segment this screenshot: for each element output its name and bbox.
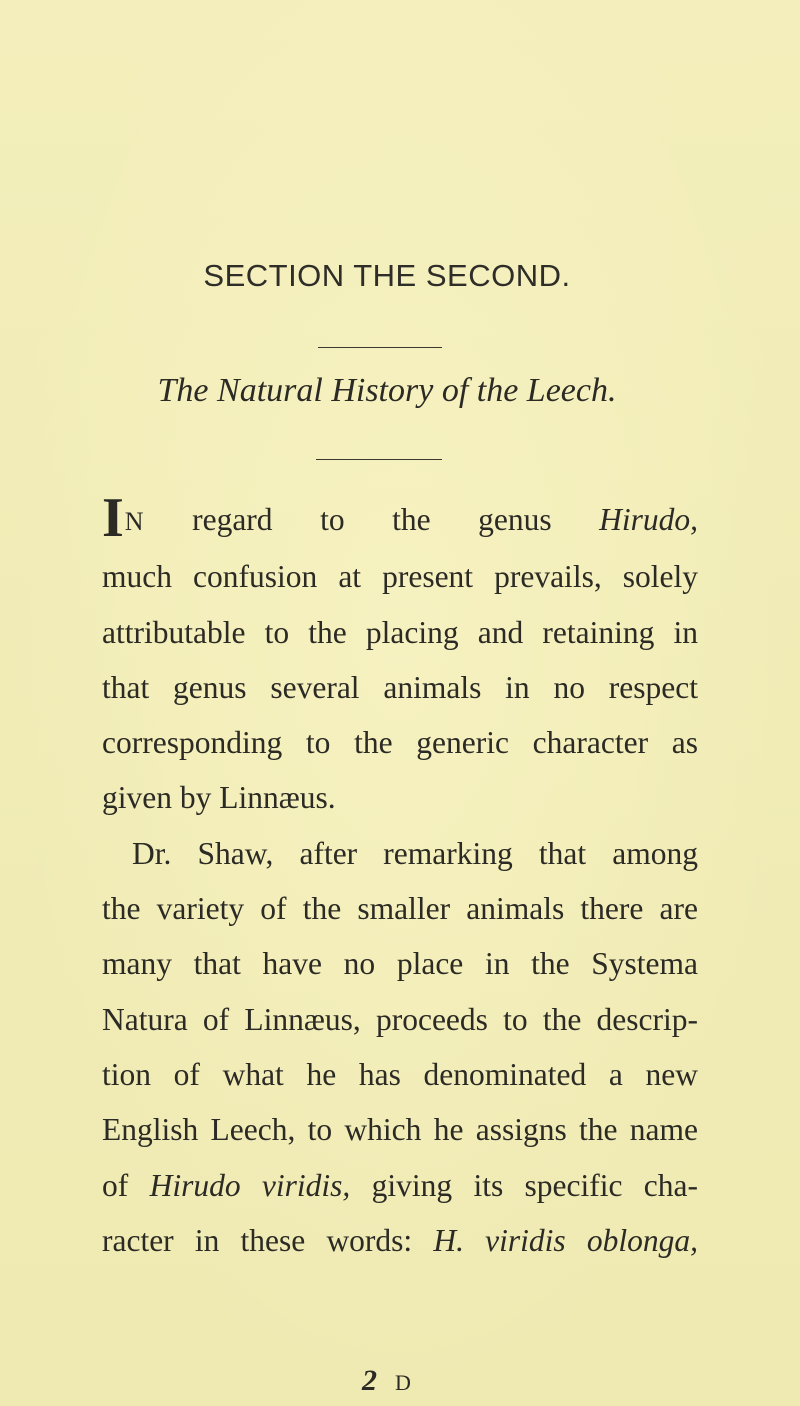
text-line <box>102 487 699 549</box>
divider-rule-top <box>318 347 442 348</box>
text-line: many that have no place in the Systema <box>102 946 698 982</box>
text-line: attributable to the placing and retaining in <box>102 614 698 650</box>
italic-fragment: Hirudo, <box>599 502 699 537</box>
divider-rule-bottom <box>316 459 442 460</box>
text-line <box>102 1213 698 1268</box>
text-line: much confusion at present prevails, solely <box>102 559 698 595</box>
signature-mark <box>0 1364 774 1398</box>
signature-letter: D <box>395 1370 412 1395</box>
body-text <box>102 487 699 1268</box>
signature-number: 2 <box>362 1364 378 1397</box>
text-fragment: of <box>102 1167 129 1203</box>
drop-cap-rest: N <box>124 507 145 536</box>
text-line: tion of what he has denominated a new <box>102 1056 698 1092</box>
text-line: given by Linnæus. <box>102 780 336 816</box>
text-fragment: racter in these words: <box>102 1222 413 1258</box>
drop-cap: I <box>102 487 124 549</box>
text-line: Dr. Shaw, after remarking that among <box>132 835 698 871</box>
text-line: Natura of Linnæus, proceeds to the descrip- <box>102 1001 698 1037</box>
text-line: English Leech, to which he assigns the name <box>102 1112 698 1148</box>
text-fragment: giving its specific cha- <box>371 1167 699 1203</box>
text-line <box>102 1158 698 1213</box>
chapter-title: The Natural History of the Leech. <box>157 372 617 409</box>
text-line: that genus several animals in no respect <box>102 669 698 705</box>
section-heading: SECTION THE SECOND. <box>203 258 571 293</box>
text-fragment: regard to the genus <box>192 502 552 537</box>
italic-fragment: H. viridis oblonga, <box>433 1222 698 1258</box>
text-line: the variety of the smaller animals there are <box>102 891 698 927</box>
italic-fragment: Hirudo viridis, <box>149 1167 351 1203</box>
text-line: corresponding to the generic character as <box>102 725 698 761</box>
